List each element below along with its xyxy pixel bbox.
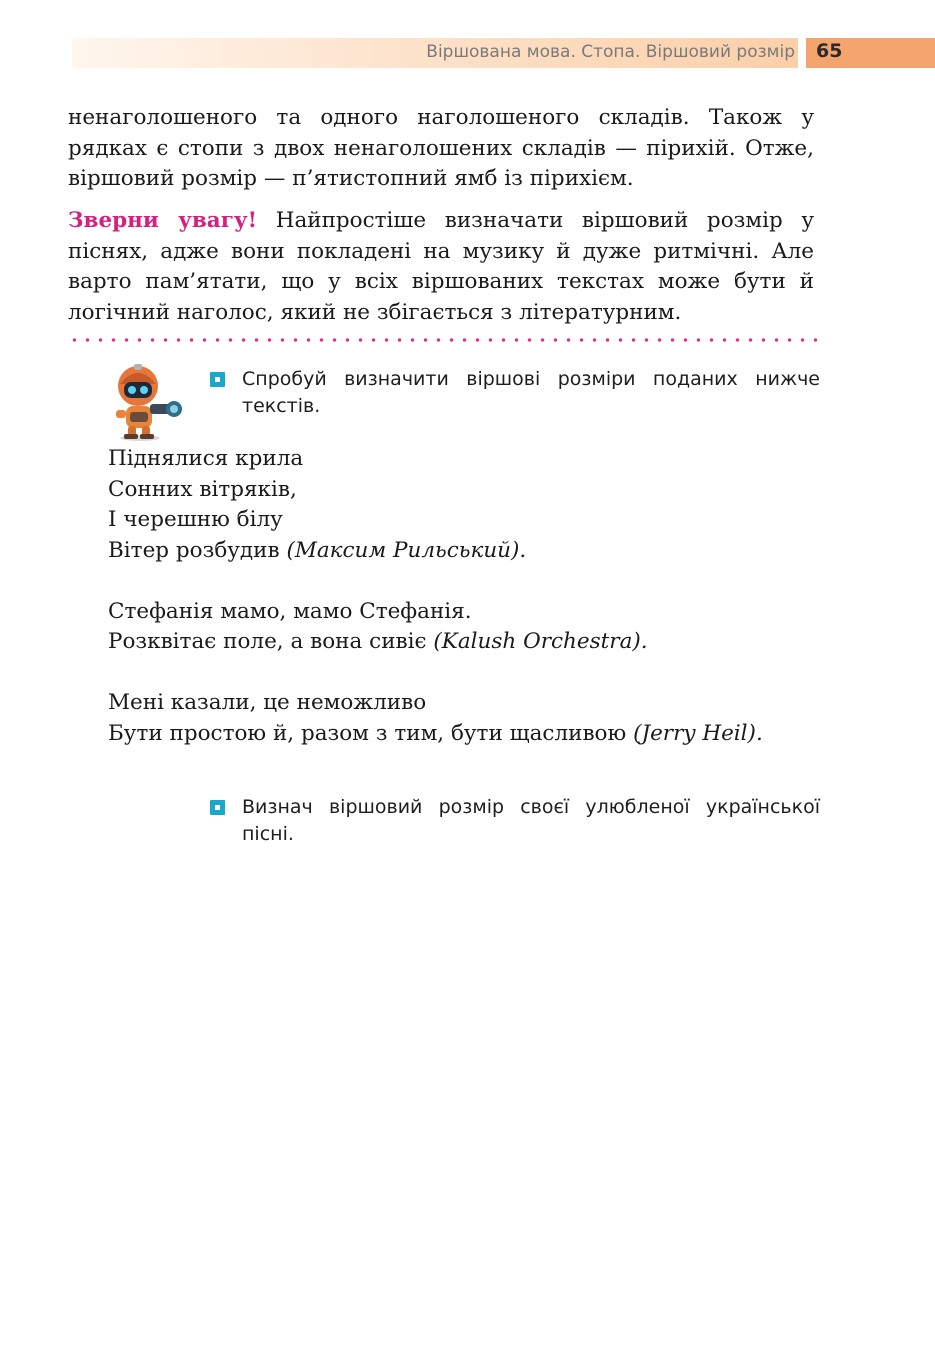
notice-text: Найпростіше визначати віршовий розмір у піснях, адже вони покладені на музику й дуже ритмічні. Але варто пам’ятати, що у всіх віршованих текстах може бути й логічний наголос, який не збігається з літературним.	[68, 208, 814, 325]
task-prompt-2-text: Визнач віршовий розмір своєї улюбленої української пісні.	[242, 796, 820, 845]
poem-line-text: Розквітає поле, а вона сивіє	[108, 629, 434, 654]
poem-line-last	[108, 627, 828, 658]
poem-line: І черешню білу	[108, 507, 283, 532]
poem-jerry-heil	[108, 688, 828, 749]
paragraph-continuation: ненаголошеного та одного наголошеного складів. Також у рядках є стопи з двох ненаголошених складів — пірихій. Отже, віршовий розмір — п’ятистопний ямб із пірихієм.	[68, 105, 814, 191]
poem-line: Сонних вітряків,	[108, 476, 297, 502]
poem-author: (Максим Рильський).	[286, 537, 527, 563]
poem-kalush	[108, 597, 828, 658]
task-prompt-1	[210, 366, 820, 420]
task-prompt-2	[210, 794, 820, 848]
square-bullet-icon	[210, 372, 225, 387]
page-number: 65	[816, 40, 843, 62]
task-prompt-1-text: Спробуй визначити віршові розміри поданих нижче текстів.	[242, 368, 820, 417]
poem-line-last	[108, 536, 828, 567]
poem-excerpts	[108, 444, 828, 780]
poem-line-text: Бути простою й, разом з тим, бути щасливою	[108, 720, 634, 746]
dotted-divider	[68, 337, 820, 343]
poem-line: Стефанія мамо, мамо Стефанія.	[108, 598, 472, 624]
poem-line: Піднялися крила	[108, 446, 304, 471]
running-header-title: Віршована мова. Стопа. Віршовий розмір	[426, 42, 795, 62]
poem-author: (Kalush Orchestra).	[433, 629, 648, 654]
poem-rylsky	[108, 444, 828, 566]
notice-label: Зверни увагу!	[68, 208, 258, 233]
square-bullet-icon	[210, 800, 225, 815]
poem-author: (Jerry Heil).	[633, 720, 763, 746]
robot-mascot-icon	[108, 360, 188, 444]
poem-line: Мені казали, це неможливо	[108, 690, 427, 715]
poem-line-text: Вітер розбудив	[108, 537, 287, 563]
poem-line-last	[108, 719, 828, 750]
notice-paragraph	[68, 206, 814, 328]
